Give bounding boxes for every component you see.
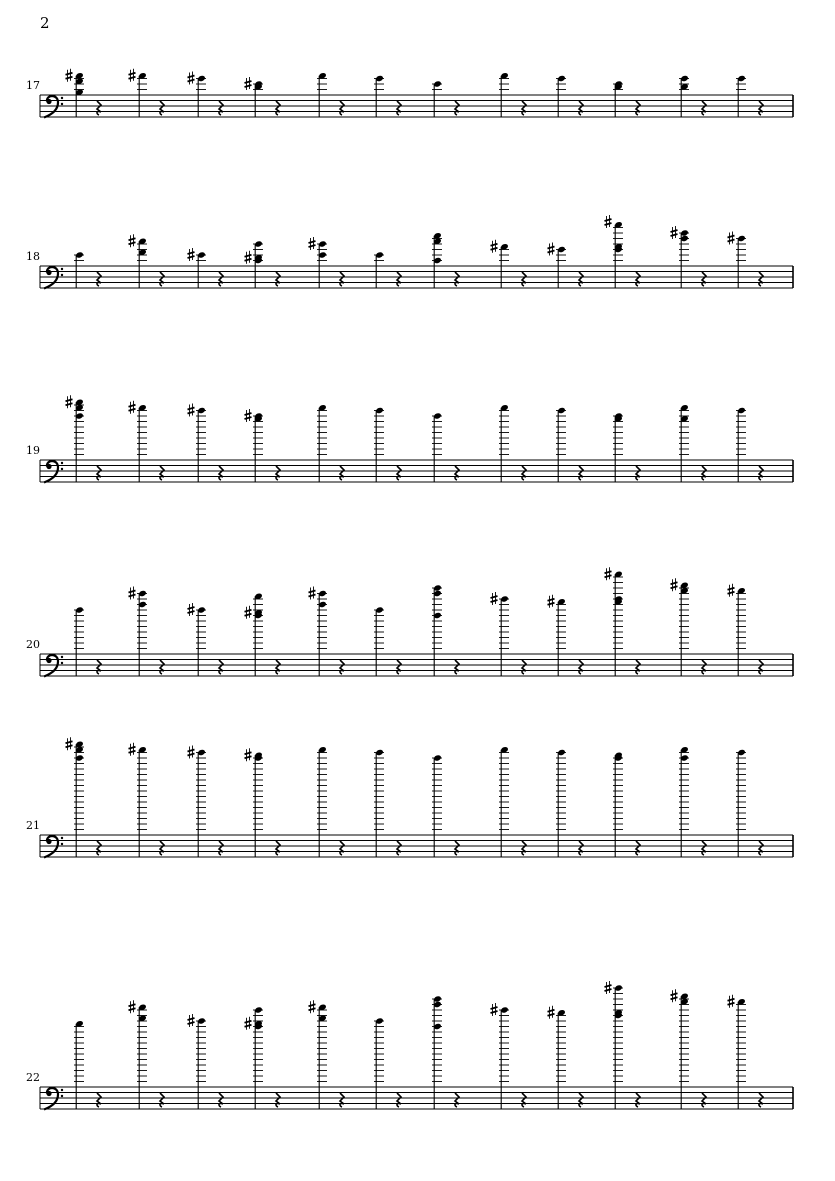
sharp-sign (548, 243, 555, 256)
sharp-sign (129, 234, 136, 247)
quarter-rest (219, 1093, 223, 1107)
beat (374, 606, 401, 676)
sharp-stroke (491, 248, 498, 250)
beat (129, 69, 165, 117)
bass-clef (44, 267, 63, 289)
beat (245, 593, 281, 676)
sharp-sign (188, 746, 195, 759)
clef-dot (61, 837, 63, 839)
sharp-stroke (245, 752, 252, 754)
quarter-rest (702, 272, 706, 286)
clef-dot (61, 843, 63, 845)
sharp-stroke (245, 413, 252, 415)
quarter-rest (579, 660, 583, 674)
sharp-stroke (188, 412, 195, 414)
beat (188, 72, 224, 118)
staff-system (26, 395, 793, 482)
sharp-stroke (728, 592, 735, 594)
quarter-rest (759, 466, 763, 480)
sharp-stroke (671, 993, 678, 995)
sharp-stroke (671, 586, 678, 588)
sharp-stroke (309, 1008, 316, 1010)
quarter-rest (579, 841, 583, 855)
page-number: 2 (40, 14, 50, 32)
clef-head (46, 1091, 51, 1096)
sharp-sign (728, 232, 735, 245)
quarter-rest (397, 1093, 401, 1107)
sharp-stroke (129, 591, 136, 593)
sharp-stroke (491, 244, 498, 246)
sharp-stroke (129, 77, 136, 79)
sharp-sign (188, 603, 195, 616)
beat (129, 234, 165, 288)
quarter-rest (759, 101, 763, 115)
sharp-sign (605, 567, 612, 580)
clef-curve (44, 836, 58, 858)
sharp-stroke (245, 1025, 252, 1027)
beat (317, 404, 344, 482)
quarter-rest (759, 272, 763, 286)
quarter-rest (97, 101, 101, 115)
clef-dot (61, 268, 63, 270)
sharp-stroke (548, 251, 555, 253)
quarter-rest (276, 1093, 280, 1107)
sharp-stroke (188, 408, 195, 410)
quarter-rest (276, 466, 280, 480)
quarter-rest (340, 660, 344, 674)
quarter-rest (522, 272, 526, 286)
beat (432, 995, 459, 1109)
sharp-stroke (245, 1021, 252, 1023)
clef-dot (61, 656, 63, 658)
beat (548, 243, 584, 289)
sharp-stroke (309, 595, 316, 597)
sharp-sign (491, 1003, 498, 1016)
quarter-rest (219, 466, 223, 480)
clef-head (46, 839, 51, 844)
clef-dot (61, 1089, 63, 1091)
quarter-rest (160, 1093, 164, 1107)
sharp-stroke (728, 999, 735, 1001)
beat (309, 587, 345, 677)
sharp-stroke (129, 595, 136, 597)
clef-curve (44, 655, 58, 677)
sharp-stroke (245, 417, 252, 419)
beat (499, 404, 526, 482)
clef-head (46, 99, 51, 104)
beat (374, 75, 401, 117)
sharp-stroke (671, 234, 678, 236)
clef-head (46, 270, 51, 275)
beat (491, 592, 527, 676)
sharp-stroke (129, 409, 136, 411)
quarter-rest (636, 660, 640, 674)
sharp-sign (129, 69, 136, 82)
sharp-stroke (491, 1011, 498, 1013)
quarter-rest (455, 272, 459, 286)
staff-system (26, 981, 793, 1110)
sharp-sign (245, 77, 252, 90)
sharp-stroke (129, 1004, 136, 1006)
measure-number: 21 (26, 819, 40, 832)
sharp-stroke (728, 588, 735, 590)
sharp-sign (129, 743, 136, 756)
beat (432, 584, 459, 676)
beat (129, 587, 165, 677)
quarter-rest (702, 101, 706, 115)
sharp-sign (728, 584, 735, 597)
quarter-rest (160, 101, 164, 115)
sharp-stroke (605, 985, 612, 987)
beat (671, 989, 707, 1109)
sharp-sign (245, 1017, 252, 1030)
quarter-rest (397, 841, 401, 855)
bass-clef (44, 655, 63, 677)
sharp-stroke (188, 76, 195, 78)
sharp-stroke (245, 81, 252, 83)
quarter-rest (97, 466, 101, 480)
quarter-rest (340, 101, 344, 115)
sharp-stroke (66, 745, 73, 747)
sharp-stroke (245, 614, 252, 616)
quarter-rest (702, 1093, 706, 1107)
quarter-rest (276, 660, 280, 674)
staff-system (26, 567, 793, 676)
beat (432, 754, 459, 857)
sharp-stroke (66, 403, 73, 405)
beat (605, 981, 641, 1109)
quarter-rest (522, 466, 526, 480)
sharp-sign (548, 1006, 555, 1019)
sharp-sign (605, 981, 612, 994)
staff-system (26, 737, 793, 857)
beat (66, 395, 102, 482)
clef-dot (61, 662, 63, 664)
quarter-rest (276, 272, 280, 286)
sharp-stroke (309, 1004, 316, 1006)
sharp-stroke (188, 754, 195, 756)
sharp-sign (671, 226, 678, 239)
staff-system (26, 69, 793, 118)
beat (613, 752, 640, 857)
quarter-rest (455, 1093, 459, 1107)
sharp-stroke (129, 747, 136, 749)
clef-dot (61, 97, 63, 99)
quarter-rest (340, 841, 344, 855)
sharp-stroke (129, 73, 136, 75)
quarter-rest (522, 101, 526, 115)
sharp-stroke (671, 582, 678, 584)
quarter-rest (97, 841, 101, 855)
beat (613, 412, 640, 482)
sharp-stroke (548, 247, 555, 249)
sharp-sign (188, 404, 195, 417)
quarter-rest (579, 101, 583, 115)
clef-dot (61, 274, 63, 276)
clef-dot (61, 462, 63, 464)
beat (74, 606, 101, 676)
sharp-stroke (129, 405, 136, 407)
quarter-rest (219, 660, 223, 674)
sharp-stroke (245, 255, 252, 257)
beat (188, 1014, 224, 1109)
sharp-stroke (245, 756, 252, 758)
bass-clef (44, 96, 63, 118)
sharp-stroke (309, 245, 316, 247)
quarter-rest (702, 841, 706, 855)
sharp-stroke (548, 603, 555, 605)
quarter-rest (219, 272, 223, 286)
quarter-rest (636, 1093, 640, 1107)
sharp-sign (188, 72, 195, 85)
quarter-rest (702, 466, 706, 480)
sharp-stroke (129, 1008, 136, 1010)
quarter-rest (522, 841, 526, 855)
sharp-stroke (309, 591, 316, 593)
sharp-stroke (548, 1010, 555, 1012)
sharp-stroke (188, 611, 195, 613)
measure-number: 20 (26, 638, 40, 651)
clef-dot (61, 1095, 63, 1097)
beat (309, 237, 345, 288)
sharp-sign (491, 592, 498, 605)
clef-head (46, 658, 51, 663)
sharp-stroke (605, 219, 612, 221)
beat (188, 248, 224, 288)
sharp-sign (129, 1000, 136, 1013)
sharp-stroke (245, 85, 252, 87)
quarter-rest (522, 1093, 526, 1107)
quarter-rest (97, 660, 101, 674)
sharp-sign (728, 995, 735, 1008)
sharp-stroke (728, 236, 735, 238)
quarter-rest (759, 1093, 763, 1107)
beat (491, 240, 527, 288)
beat (671, 578, 707, 676)
sharp-sign (66, 395, 73, 408)
quarter-rest (579, 466, 583, 480)
sharp-stroke (188, 80, 195, 82)
beat (432, 232, 459, 288)
sharp-stroke (671, 230, 678, 232)
sharp-sign (309, 587, 316, 600)
sharp-stroke (188, 1018, 195, 1020)
sharp-stroke (491, 600, 498, 602)
sharp-sign (245, 748, 252, 761)
sharp-sign (548, 595, 555, 608)
quarter-rest (397, 660, 401, 674)
beat (556, 75, 583, 117)
sharp-stroke (66, 399, 73, 401)
sharp-stroke (66, 741, 73, 743)
sharp-stroke (245, 610, 252, 612)
sharp-stroke (129, 242, 136, 244)
sharp-stroke (188, 750, 195, 752)
beat (317, 72, 344, 117)
quarter-rest (97, 1093, 101, 1107)
beat (728, 995, 764, 1109)
quarter-rest (636, 466, 640, 480)
sharp-stroke (188, 1022, 195, 1024)
sharp-sign (129, 587, 136, 600)
quarter-rest (340, 466, 344, 480)
quarter-rest (219, 841, 223, 855)
quarter-rest (455, 660, 459, 674)
quarter-rest (702, 660, 706, 674)
measure-number: 19 (26, 444, 40, 457)
clef-curve (44, 461, 58, 483)
bass-clef (44, 461, 63, 483)
quarter-rest (522, 660, 526, 674)
beat (499, 72, 526, 117)
sharp-sign (309, 237, 316, 250)
beat (548, 1006, 584, 1109)
quarter-rest (636, 101, 640, 115)
sharp-stroke (129, 751, 136, 753)
quarter-rest (636, 272, 640, 286)
quarter-rest (579, 272, 583, 286)
quarter-rest (759, 660, 763, 674)
beat (245, 1006, 281, 1109)
beat (671, 226, 707, 288)
sharp-sign (491, 240, 498, 253)
sharp-stroke (605, 575, 612, 577)
quarter-rest (397, 101, 401, 115)
quarter-rest (759, 841, 763, 855)
quarter-rest (219, 101, 223, 115)
sharp-sign (309, 1000, 316, 1013)
bass-clef (44, 836, 63, 858)
beat (245, 240, 281, 288)
beat (129, 401, 165, 482)
sharp-stroke (188, 607, 195, 609)
sharp-stroke (188, 252, 195, 254)
quarter-rest (397, 466, 401, 480)
clef-curve (44, 96, 58, 118)
clef-curve (44, 267, 58, 289)
sharp-stroke (245, 259, 252, 261)
beat (66, 69, 102, 117)
sharp-sign (671, 989, 678, 1002)
quarter-rest (276, 101, 280, 115)
sharp-stroke (129, 238, 136, 240)
sharp-stroke (671, 997, 678, 999)
quarter-rest (455, 101, 459, 115)
sharp-stroke (605, 223, 612, 225)
sharp-stroke (188, 256, 195, 258)
quarter-rest (455, 466, 459, 480)
quarter-rest (160, 272, 164, 286)
beat (245, 77, 281, 117)
beat (74, 1020, 101, 1109)
sharp-stroke (605, 989, 612, 991)
measure-number: 18 (26, 250, 40, 263)
measure-number: 17 (26, 79, 40, 92)
sharp-sign (66, 737, 73, 750)
sharp-stroke (66, 73, 73, 75)
clef-dot (61, 103, 63, 105)
beat (374, 1017, 401, 1109)
sharp-stroke (309, 241, 316, 243)
staff-system (26, 215, 793, 289)
beat (679, 75, 706, 117)
sharp-sign (671, 578, 678, 591)
sharp-sign (245, 251, 252, 264)
sharp-stroke (548, 1014, 555, 1016)
sharp-sign (245, 409, 252, 422)
quarter-rest (579, 1093, 583, 1107)
bass-clef (44, 1088, 63, 1110)
beat (736, 75, 763, 117)
quarter-rest (97, 272, 101, 286)
beat (66, 737, 102, 857)
sharp-sign (188, 1014, 195, 1027)
sharp-stroke (66, 77, 73, 79)
sharp-stroke (548, 599, 555, 601)
sharp-sign (188, 248, 195, 261)
clef-curve (44, 1088, 58, 1110)
beat (679, 404, 706, 482)
sharp-sign (605, 215, 612, 228)
sharp-stroke (728, 240, 735, 242)
beat (129, 743, 165, 857)
sharp-sign (245, 606, 252, 619)
beat (188, 404, 224, 483)
sharp-stroke (491, 1007, 498, 1009)
sharp-stroke (491, 596, 498, 598)
quarter-rest (340, 272, 344, 286)
quarter-rest (636, 841, 640, 855)
beat (728, 232, 764, 289)
sharp-sign (129, 401, 136, 414)
quarter-rest (160, 660, 164, 674)
quarter-rest (397, 272, 401, 286)
sharp-sign (66, 69, 73, 82)
beat (432, 412, 459, 482)
sharp-stroke (728, 1003, 735, 1005)
quarter-rest (340, 1093, 344, 1107)
measure-number: 22 (26, 1071, 40, 1084)
beat (491, 1003, 527, 1109)
beat (728, 584, 764, 676)
clef-dot (61, 468, 63, 470)
clef-head (46, 464, 51, 469)
quarter-rest (160, 466, 164, 480)
quarter-rest (276, 841, 280, 855)
sharp-stroke (605, 571, 612, 573)
beat (548, 595, 584, 676)
quarter-rest (455, 841, 459, 855)
quarter-rest (160, 841, 164, 855)
